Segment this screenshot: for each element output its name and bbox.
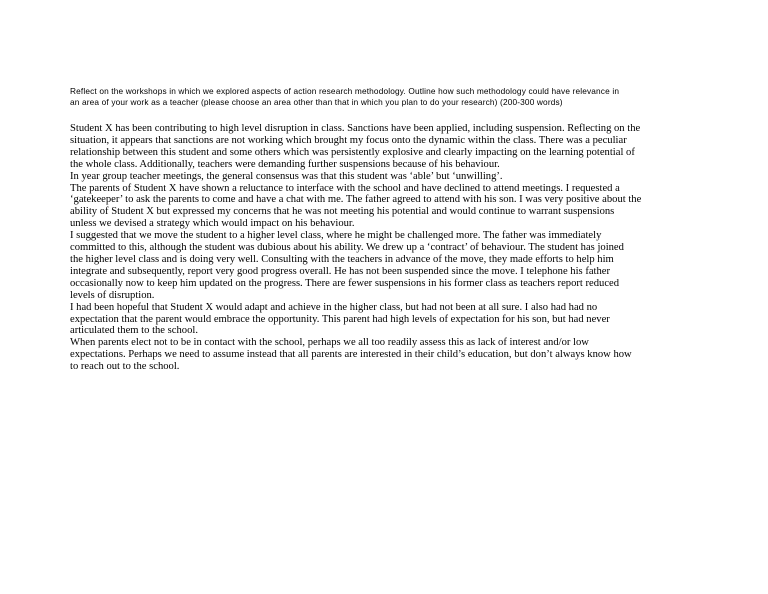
text-line: expectation that the parent would embrace the opportunity. This parent had high levels of expectation for his son, but had never xyxy=(70,313,610,325)
text-line: expectations. Perhaps we need to assume instead that all parents are interested in their child’s education, but don’t always know how xyxy=(70,349,632,361)
text-line: ability of Student X but expressed my concerns that he was not meeting his potential and would continue to warrant suspensions xyxy=(70,206,615,218)
text-line: In year group teacher meetings, the general consensus was that this student was ‘able’ but ‘unwilling’. xyxy=(70,170,503,182)
text-line: committed to this, although the student was dubious about his ability. We drew up a ‘contract’ of behaviour. The student has joined xyxy=(70,242,624,254)
text-line: relationship between this student and some others which was persistently explosive and clearly impacting on the learning potential of xyxy=(70,146,635,158)
reflection-text xyxy=(70,123,710,373)
text-line: articulated them to the school. xyxy=(70,325,198,337)
text-line: integrate and subsequently, report very good progress overall. He has not been suspended since the move. I telephone his father xyxy=(70,265,611,277)
assignment-prompt xyxy=(70,86,700,108)
text-line: to reach out to the school. xyxy=(70,361,180,373)
text-line: levels of disruption. xyxy=(70,289,155,301)
text-line: situation, it appears that sanctions are not working which brought my focus onto the dynamic within the class. There was a peculiar xyxy=(70,134,627,146)
text-line: the whole class. Additionally, teachers were demanding further suspensions because of his behaviour. xyxy=(70,158,500,170)
text-line: the higher level class and is doing very well. Consulting with the teachers in advance of the move, they made efforts to help him xyxy=(70,253,614,265)
text-line: I suggested that we move the student to a higher level class, where he might be challenged more. The father was immediately xyxy=(70,230,602,242)
text-line: The parents of Student X have shown a reluctance to interface with the school and have declined to attend meetings. I requested a xyxy=(70,182,620,194)
text-line: Student X has been contributing to high level disruption in class. Sanctions have been applied, including suspension. Reflecting on the xyxy=(70,123,641,134)
text-line: I had been hopeful that Student X would adapt and achieve in the higher class, but had not been at all sure. I also had had no xyxy=(70,301,598,313)
text-line: occasionally now to keep him updated on the progress. There are fewer suspensions in his former class as teachers report reduced xyxy=(70,277,620,289)
prompt-line: an area of your work as a teacher (please choose an area other than that in which you plan to do your research) (200-300 words) xyxy=(70,97,563,107)
prompt-line: Reflect on the workshops in which we explored aspects of action research methodology. Outline how such methodology could have relevance in xyxy=(70,86,620,96)
text-line: unless we devised a strategy which would impact on his behaviour. xyxy=(70,218,355,230)
text-line: When parents elect not to be in contact with the school, perhaps we all too readily assess this as lack of interest and/or low xyxy=(70,337,589,349)
text-line: ‘gatekeeper’ to ask the parents to come and have a chat with me. The father agreed to attend with his son. I was very positive about the xyxy=(70,194,642,206)
